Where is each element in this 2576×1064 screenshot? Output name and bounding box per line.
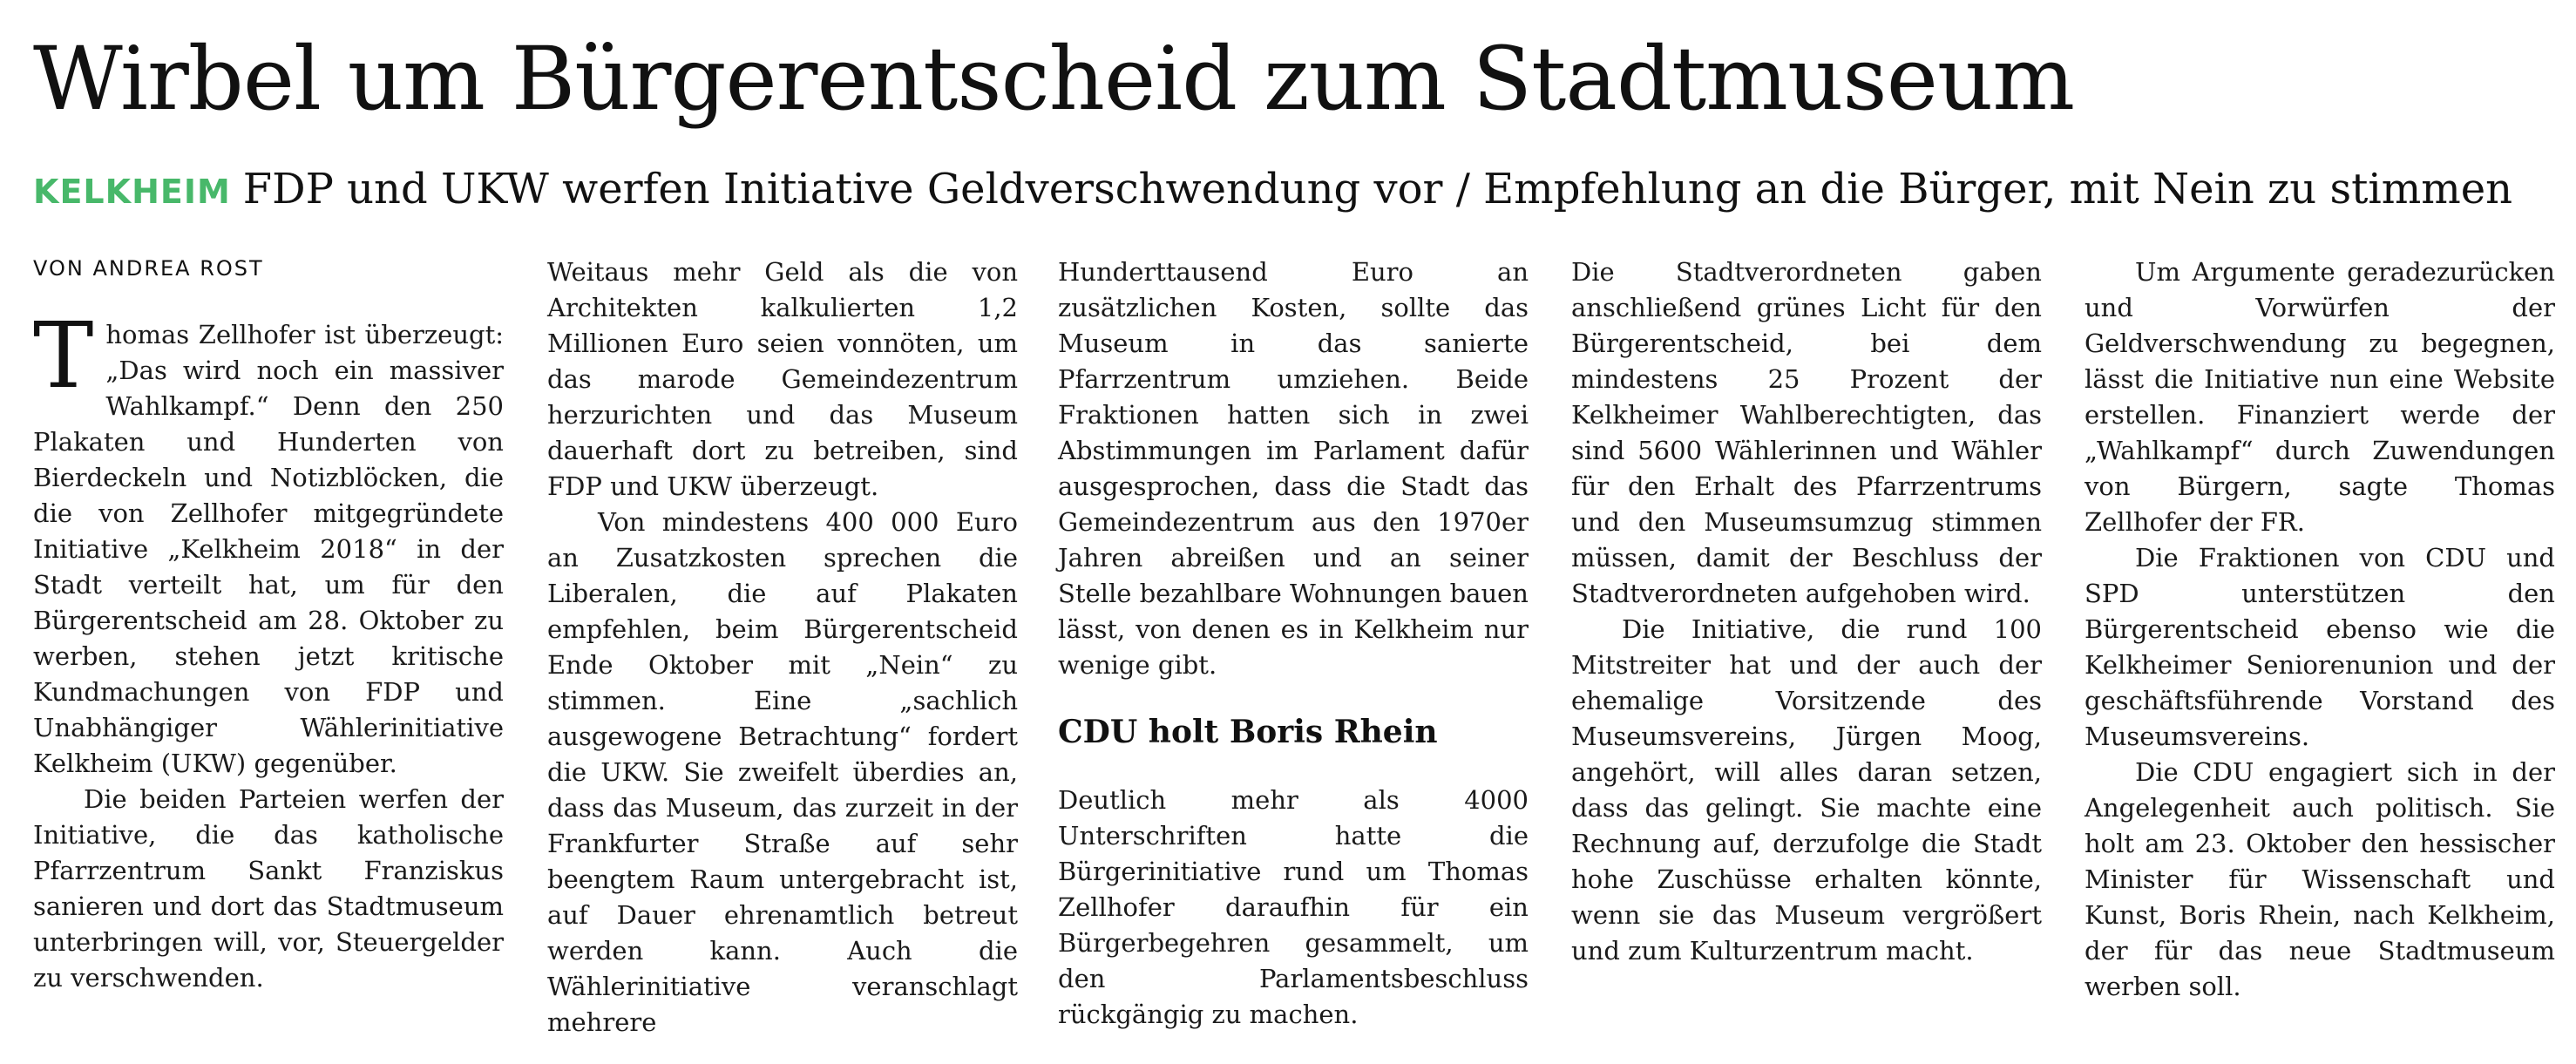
paragraph: Die Stadtverordneten gaben anschließend grünes Licht für den Bürgerentscheid, bei dem mindestens 25 Prozent der Kelkheimer Wahlberechtigten, das sind 5600 Wählerinnen und Wähler für den Erhalt des Pfarrzentrums und den Museumsumzug stimmen müssen, damit der Beschluss der Stadtverordneten aufgehoben wird. [1571,257,2042,608]
column-5 [2085,254,2555,1005]
subline [33,162,2512,219]
byline: VON ANDREA ROST [33,256,264,281]
paragraph: Die beiden Parteien werfen der Initiative, die das katholische Pfarrzentrum Sankt Franziskus sanieren und dort das Stadtmuseum unterbringen will, vor, Steuergelder zu verschwenden. [33,784,504,993]
paragraph: Um Argumente geradezurücken und Vorwürfen der Geldverschwendung zu begegnen, lässt die Initiative nun eine Website erstellen. Finanziert werde der „Wahlkampf“ durch Zuwendungen von Bürgern, sagte Thomas Zellhofer der FR. [2085,257,2555,537]
paragraph: Hunderttausend Euro an zusätzlichen Kosten, sollte das Museum in das sanierte Pfarrzentrum umziehen. Beide Fraktionen hatten sich in zwei Abstimmungen im Parlament dafür ausgesprochen, dass die Stadt das Gemeindezentrum aus den 1970er Jahren abreißen und an seiner Stelle bezahlbare Wohnungen bauen lässt, von denen es in Kelkheim nur wenige gibt. [1058,257,1529,680]
paragraph: Die CDU engagiert sich in der Angelegenheit auch politisch. Sie holt am 23. Oktober den hessischer Minister für Wissenschaft und Kunst, Boris Rhein, nach Kelkheim, der für das neue Stadtmuseum werben soll. [2085,757,2555,1001]
paragraph: Von mindestens 400 000 Euro an Zusatzkosten sprechen die Liberalen, die auf Plakaten empfehlen, beim Bürgerentscheid Ende Oktober mit „Nein“ zu stimmen. Eine „sachlich ausgewogene Betrachtung“ fordert die UKW. Sie zweifelt überdies an, dass das Museum, das zurzeit in der Frankfurter Straße auf sehr beengtem Raum untergebracht ist, auf Dauer ehrenamtlich betreut werden kann. Auch die Wählerinitiative veranschlagt mehrere [547,507,1018,1037]
drop-cap: T [33,302,94,409]
column-2 [547,254,1018,1040]
headline: Wirbel um Bürgerentscheid zum Stadtmuseum [33,28,2075,130]
column-3 [1058,254,1529,1033]
column-1 [33,302,504,996]
paragraph: Die Initiative, die rund 100 Mitstreiter hat und der auch der ehemalige Vorsitzende des Museumsvereins, Jürgen Moog, angehört, will alles daran setzen, dass das gelingt. Sie machte eine Rechnung auf, derzufolge die Stadt hohe Zuschüsse erhalten könnte, wenn sie das Museum vergrößert und zum Kulturzentrum macht. [1571,614,2042,966]
location-kicker: KELKHEIM [33,173,231,211]
subline-text: FDP und UKW werfen Initiative Geldverschwendung vor / Empfehlung an die Bürger, mit Nein zu stimmen [242,165,2513,213]
paragraph: Die Fraktionen von CDU und SPD unterstützen den Bürgerentscheid ebenso wie die Kelkheimer Seniorenunion und der geschäftsführende Vorstand des Museumsvereins. [2085,543,2555,751]
paragraph: homas Zellhofer ist überzeugt: „Das wird noch ein massiver Wahlkampf.“ Denn den 250 Plakaten und Hunderten von Bierdeckeln und Notizblöcken, die die von Zellhofer mitgegründete Initiative „Kelkheim 2018“ in der Stadt verteilt hat, um für den Bürgerentscheid am 28. Oktober zu werben, stehen jetzt kritische Kundmachungen von FDP und Unabhängiger Wählerinitiative Kelkheim (UKW) gegenüber. [33,320,504,778]
paragraph: Weitaus mehr Geld als die von Architekten kalkulierten 1,2 Millionen Euro seien vonnöten, um das marode Gemeindezentrum herzurichten und das Museum dauerhaft dort zu betreiben, sind FDP und UKW überzeugt. [547,257,1018,501]
paragraph: Deutlich mehr als 4000 Unterschriften hatte die Bürgerinitiative rund um Thomas Zellhofer daraufhin für ein Bürgerbegehren gesammelt, um den Parlamentsbeschluss rückgängig zu machen. [1058,785,1529,1029]
column-4 [1571,254,2042,969]
subheading: CDU holt Boris Rhein [1058,714,1438,750]
